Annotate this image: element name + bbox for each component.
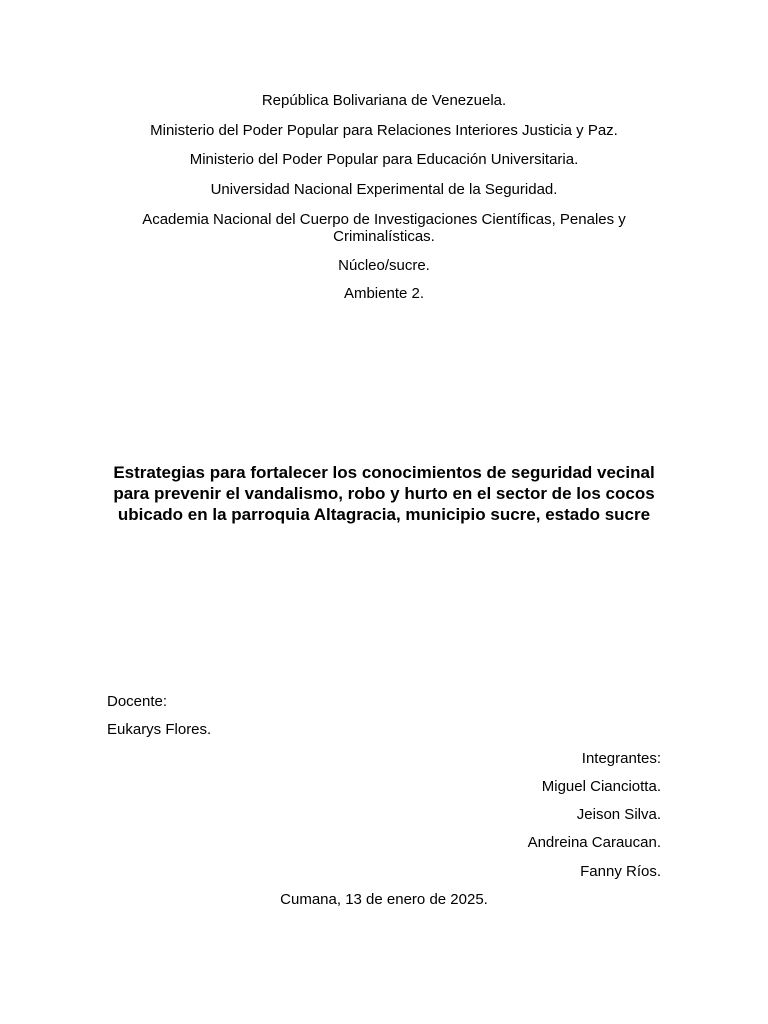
members-label: Integrantes: (581, 750, 661, 767)
header-line-environment: Ambiente 2. (343, 285, 425, 302)
header-line-academy: Academia Nacional del Cuerpo de Investigaciones Científicas, Penales y Criminalísticas. (142, 211, 626, 245)
member-name: Andreina Caraucan. (527, 834, 661, 851)
header-line-republic: República Bolivariana de Venezuela. (261, 92, 507, 109)
place-date: Cumana, 13 de enero de 2025. (280, 891, 488, 908)
header-line-university: Universidad Nacional Experimental de la Seguridad. (210, 181, 558, 198)
teacher-name: Eukarys Flores. (107, 721, 212, 738)
member-name: Jeison Silva. (576, 806, 661, 823)
header-line-nucleus: Núcleo/sucre. (338, 257, 430, 274)
teacher-label: Docente: (107, 693, 168, 710)
header-line-ministry-interior: Ministerio del Poder Popular para Relaciones Interiores Justicia y Paz. (150, 122, 618, 139)
member-name: Miguel Cianciotta. (541, 778, 661, 795)
header-line-ministry-education: Ministerio del Poder Popular para Educación Universitaria. (189, 151, 579, 168)
document-title: Estrategias para fortalecer los conocimientos de seguridad vecinal para prevenir el vandalismo, robo y hurto en el sector de los cocos ubicado en la parroquia Altagracia, municipio sucre, estado sucre (113, 463, 655, 524)
member-name: Fanny Ríos. (580, 863, 661, 880)
